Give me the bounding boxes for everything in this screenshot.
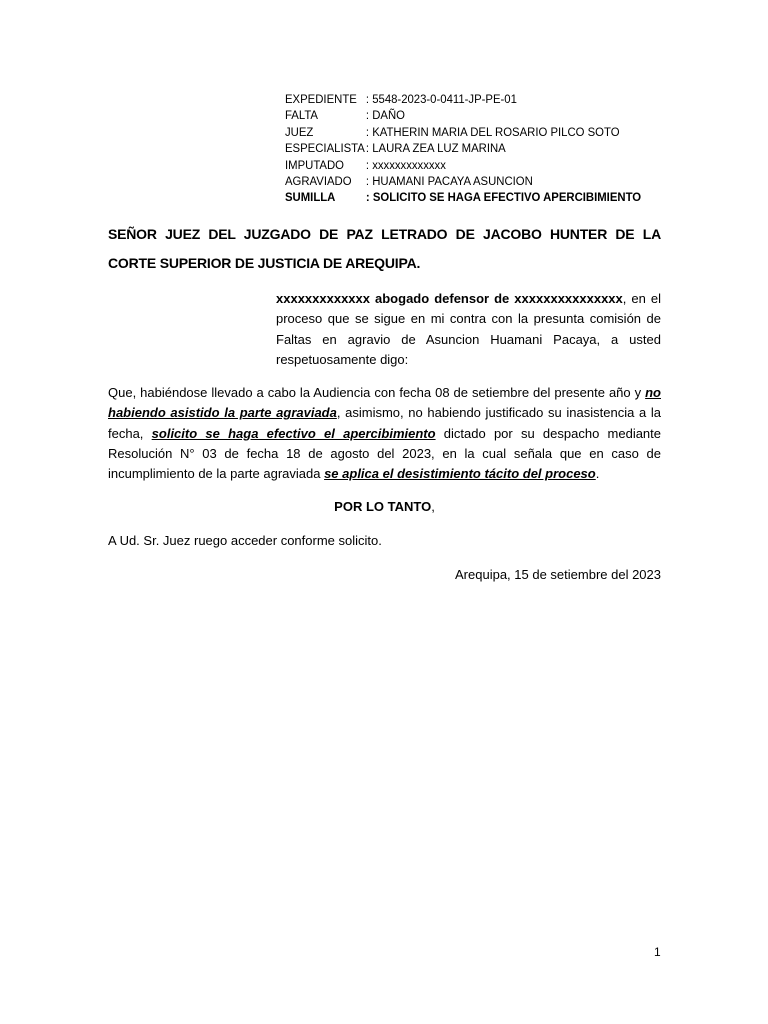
header-key: JUEZ	[285, 124, 314, 139]
header-value: : 5548-2023-0-0411-JP-PE-01	[365, 92, 517, 106]
page-number: 1	[654, 945, 661, 959]
date-line: Arequipa, 15 de setiembre del 2023	[455, 567, 661, 582]
header-value: : LAURA ZEA LUZ MARINA	[365, 141, 506, 156]
header-value: : DAÑO	[365, 108, 405, 123]
header-row-imputado	[285, 157, 641, 173]
intro-bold-text: xxxxxxxxxxxxx abogado defensor de xxxxxxxxxxxxxxx	[276, 291, 623, 306]
por-lo-tanto-text: POR LO TANTO	[334, 499, 432, 514]
header-value: : SOLICITO SE HAGA EFECTIVO APERCIBIMIENTO	[365, 190, 642, 205]
header-key: FALTA	[285, 108, 318, 123]
por-lo-tanto-punct: ,	[431, 499, 435, 514]
intro-paragraph	[276, 289, 661, 370]
case-header	[285, 91, 641, 206]
header-row-sumilla	[285, 189, 641, 205]
body-emphasis: solicito se haga efectivo el apercibimiento	[151, 425, 436, 441]
header-row-especialista	[285, 140, 641, 156]
header-value: : KATHERIN MARIA DEL ROSARIO PILCO SOTO	[365, 124, 620, 139]
body-emphasis: se aplica el desistimiento tácito del proceso	[324, 466, 596, 482]
request-line: A Ud. Sr. Juez ruego acceder conforme solicito.	[108, 533, 382, 548]
body-text: dictado por su despacho mediante Resolución N° 03 de fecha 18 de agosto del 2023, en la cual señala que en caso de incumplimiento de la parte agraviada	[108, 425, 662, 482]
header-key: IMPUTADO	[285, 157, 344, 172]
header-row-agraviado	[285, 173, 641, 189]
body-text: Que, habiéndose llevado a cabo la Audiencia con fecha 08 de setiembre del presente año y	[108, 385, 646, 400]
header-value: : HUAMANI PACAYA ASUNCION	[365, 174, 533, 189]
body-text: .	[595, 466, 600, 482]
header-key: EXPEDIENTE	[285, 92, 357, 106]
addressee-title: SEÑOR JUEZ DEL JUZGADO DE PAZ LETRADO DE JACOBO HUNTER DE LA CORTE SUPERIOR DE JUSTICIA DE AREQUIPA.	[108, 226, 661, 271]
header-value: : xxxxxxxxxxxxx	[365, 157, 446, 172]
header-row-falta	[285, 107, 641, 123]
header-row-juez	[285, 124, 641, 140]
header-key: SUMILLA	[285, 190, 336, 205]
por-lo-tanto-heading	[108, 499, 661, 514]
header-row-expediente	[285, 91, 641, 107]
intro-text: , en el proceso que se sigue en mi contra con la presunta comisión de Faltas en agravio de Asuncion Huamani Pacaya, a usted respetuosamente digo:	[276, 291, 661, 367]
body-emphasis: no habiendo asistido la parte agraviada	[108, 385, 661, 421]
header-key: AGRAVIADO	[285, 174, 352, 189]
header-key: ESPECIALISTA	[285, 141, 365, 156]
body-text: , asimismo, no habiendo justificado su inasistencia a la fecha,	[108, 405, 661, 441]
body-paragraph	[108, 383, 661, 484]
